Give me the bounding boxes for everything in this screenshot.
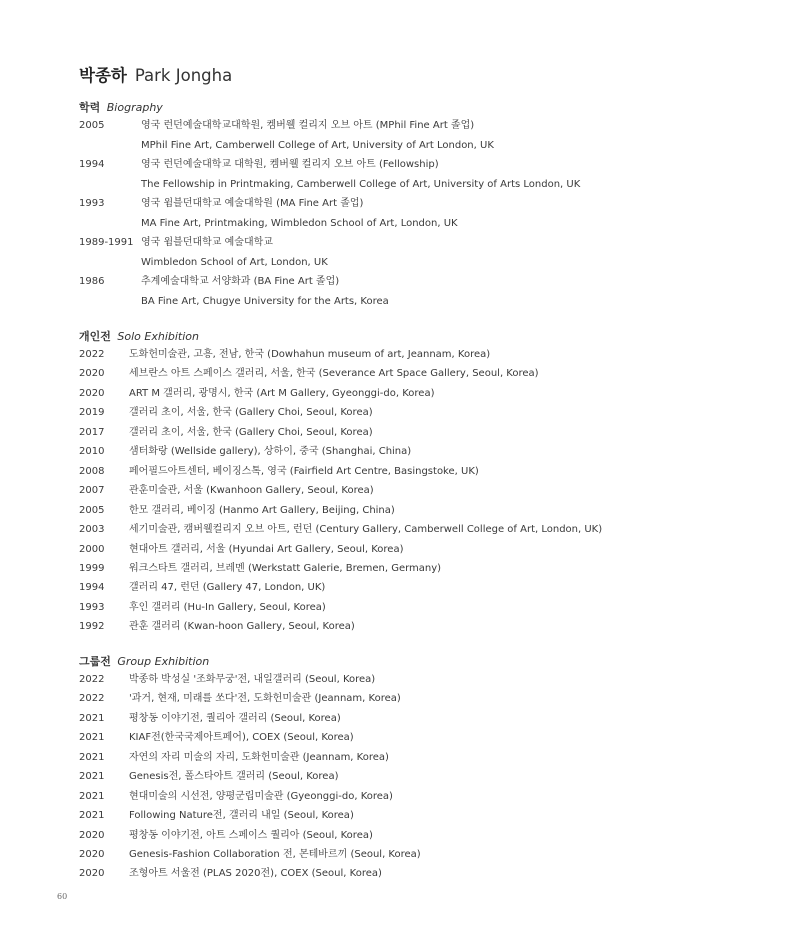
entry-year: 2021 [79, 752, 105, 763]
entry-year: 1994 [79, 582, 105, 593]
entry-year: 1986 [79, 276, 105, 287]
group-entry [79, 709, 341, 728]
entry-text: Following Nature전, 갤러리 내일 (Seoul, Korea) [129, 810, 354, 821]
group-entry [79, 748, 389, 767]
entry-text: 세기미술관, 캠버웰컬리지 오브 아트, 런던 (Century Gallery, Camberwell College of Art, London, UK) [129, 524, 603, 535]
entry-text: 샘터화랑 (Wellside gallery), 상하이, 중국 (Shanghai, China) [129, 446, 412, 457]
entry-year: 1994 [79, 159, 105, 170]
biography-entry [79, 194, 363, 213]
entry-year: 2021 [79, 810, 105, 821]
solo-entry [79, 364, 539, 383]
entry-text: 도화헌미술관, 고흥, 전남, 한국 (Dowhahun museum of art, Jeannam, Korea) [129, 349, 491, 360]
entry-text-english: The Fellowship in Printmaking, Camberwell College of Art, University of Arts London, UK [141, 179, 581, 190]
entry-text-korean: 영국 런던예술대학교 대학원, 켐버웰 컬리지 오브 아트 (Fellowship) [141, 159, 439, 170]
entry-year: 2020 [79, 849, 105, 860]
entry-year: 2019 [79, 407, 105, 418]
entry-year: 2005 [79, 120, 105, 131]
group-entry [79, 864, 382, 883]
biography-entry [79, 155, 439, 174]
solo-entry [79, 578, 325, 597]
biography-heading [79, 99, 163, 115]
solo-entry [79, 598, 326, 617]
entry-text: KIAF전(한국국제아트페어), COEX (Seoul, Korea) [129, 732, 354, 743]
entry-text: 세브란스 아트 스페이스 갤러리, 서울, 한국 (Severance Art Space Gallery, Seoul, Korea) [129, 368, 539, 379]
biography-entry [79, 116, 474, 135]
solo-entry [79, 384, 435, 403]
solo-exhibition-heading [79, 328, 199, 344]
solo-entry [79, 423, 373, 442]
entry-text: 한모 갤러리, 베이징 (Hanmo Art Gallery, Beijing, China) [129, 505, 395, 516]
biography-entry [79, 272, 339, 291]
entry-text: 페어필드아트센터, 베이징스톡, 영국 (Fairfield Art Centre, Basingstoke, UK) [129, 466, 479, 477]
entry-text: 평창동 이야기전, 퀄리아 갤러리 (Seoul, Korea) [129, 713, 341, 724]
entry-text: 현대미술의 시선전, 양평군립미술관 (Gyeonggi-do, Korea) [129, 791, 393, 802]
solo-entry [79, 540, 403, 559]
group-exhibition-heading [79, 653, 209, 669]
solo-entry [79, 442, 411, 461]
entry-year: 2000 [79, 544, 105, 555]
solo-entry [79, 403, 373, 422]
entry-year: 2020 [79, 368, 105, 379]
entry-text: 후인 갤러리 (Hu-In Gallery, Seoul, Korea) [129, 602, 326, 613]
entry-text: 자연의 자리 미술의 자리, 도화헌미술관 (Jeannam, Korea) [129, 752, 389, 763]
entry-text: ART M 갤러리, 광명시, 한국 (Art M Gallery, Gyeonggi-do, Korea) [129, 388, 435, 399]
entry-text: Genesis전, 폴스타아트 갤러리 (Seoul, Korea) [129, 771, 339, 782]
entry-year: 2021 [79, 771, 105, 782]
biography-heading-english: Biography [106, 101, 163, 114]
entry-year: 2020 [79, 830, 105, 841]
entry-text-english: MA Fine Art, Printmaking, Wimbledon School of Art, London, UK [141, 218, 458, 229]
entry-text: 관훈 갤러리 (Kwan-hoon Gallery, Seoul, Korea) [129, 621, 355, 632]
entry-text: 갤러리 47, 런던 (Gallery 47, London, UK) [129, 582, 326, 593]
entry-text-korean: 영국 윔블던대학교 예술대학원 (MA Fine Art 졸업) [141, 198, 364, 209]
solo-entry [79, 345, 490, 364]
solo-entry [79, 520, 602, 539]
entry-year: 1993 [79, 198, 105, 209]
group-entry [79, 767, 339, 786]
solo-entry [79, 481, 374, 500]
artist-name-korean: 박종하 [79, 66, 127, 85]
group-entry [79, 845, 421, 864]
page-number: 60 [57, 892, 68, 901]
solo-entry [79, 559, 441, 578]
solo-entry [79, 617, 355, 636]
entry-year: 2022 [79, 674, 105, 685]
entry-year: 2022 [79, 693, 105, 704]
entry-text-korean: 영국 런던예술대학교대학원, 켐버웰 컬리지 오브 아트 (MPhil Fine Art 졸업) [141, 120, 475, 131]
entry-text: Genesis-Fashion Collaboration 전, 몬테바르끼 (Seoul, Korea) [129, 849, 421, 860]
entry-text: '과거, 현재, 미래를 쏘다'전, 도화헌미술관 (Jeannam, Korea) [129, 693, 401, 704]
entry-text-korean: 추계예술대학교 서양화과 (BA Fine Art 졸업) [141, 276, 340, 287]
entry-text: 조형아트 서울전 (PLAS 2020전), COEX (Seoul, Korea) [129, 868, 382, 879]
entry-text-english: Wimbledon School of Art, London, UK [141, 257, 328, 268]
entry-year: 1999 [79, 563, 105, 574]
entry-year: 2005 [79, 505, 105, 516]
entry-year: 2020 [79, 868, 105, 879]
entry-text: 현대아트 갤러리, 서울 (Hyundai Art Gallery, Seoul, Korea) [129, 544, 404, 555]
biography-entry [79, 233, 273, 252]
entry-text: 갤러리 초이, 서울, 한국 (Gallery Choi, Seoul, Korea) [129, 407, 373, 418]
entry-text-korean: 영국 윔블던대학교 예술대학교 [141, 237, 273, 248]
entry-year: 2022 [79, 349, 105, 360]
entry-text: 박종하 박성실 '조화무궁'전, 내일갤러리 (Seoul, Korea) [129, 674, 376, 685]
page-title [79, 62, 232, 86]
entry-year: 1989-1991 [79, 237, 134, 248]
entry-text-english: BA Fine Art, Chugye University for the Arts, Korea [141, 296, 389, 307]
entry-year: 2021 [79, 713, 105, 724]
entry-text: 워크스타트 갤러리, 브레멘 (Werkstatt Galerie, Bremen, Germany) [129, 563, 442, 574]
entry-year: 1993 [79, 602, 105, 613]
entry-year: 2021 [79, 732, 105, 743]
group-heading-korean: 그룹전 [79, 655, 111, 668]
solo-heading-korean: 개인전 [79, 330, 111, 343]
entry-year: 2010 [79, 446, 105, 457]
entry-year: 2003 [79, 524, 105, 535]
entry-year: 2021 [79, 791, 105, 802]
group-entry [79, 728, 354, 747]
entry-text: 관훈미술관, 서울 (Kwanhoon Gallery, Seoul, Korea) [129, 485, 374, 496]
entry-text: 평창동 이야기전, 아트 스페이스 퀄리아 (Seoul, Korea) [129, 830, 373, 841]
solo-entry [79, 462, 479, 481]
group-entry [79, 689, 401, 708]
artist-name-english: Park Jongha [134, 66, 233, 85]
group-entry [79, 806, 354, 825]
entry-year: 2020 [79, 388, 105, 399]
group-heading-english: Group Exhibition [117, 655, 210, 668]
entry-year: 2017 [79, 427, 105, 438]
biography-heading-korean: 학력 [79, 101, 101, 114]
entry-text: 갤러리 초이, 서울, 한국 (Gallery Choi, Seoul, Korea) [129, 427, 373, 438]
group-entry [79, 787, 393, 806]
solo-heading-english: Solo Exhibition [117, 330, 199, 343]
entry-year: 2007 [79, 485, 105, 496]
entry-year: 1992 [79, 621, 105, 632]
entry-text-english: MPhil Fine Art, Camberwell College of Art, University of Art London, UK [141, 140, 494, 151]
group-entry [79, 670, 375, 689]
solo-entry [79, 501, 395, 520]
group-entry [79, 826, 373, 845]
entry-year: 2008 [79, 466, 105, 477]
